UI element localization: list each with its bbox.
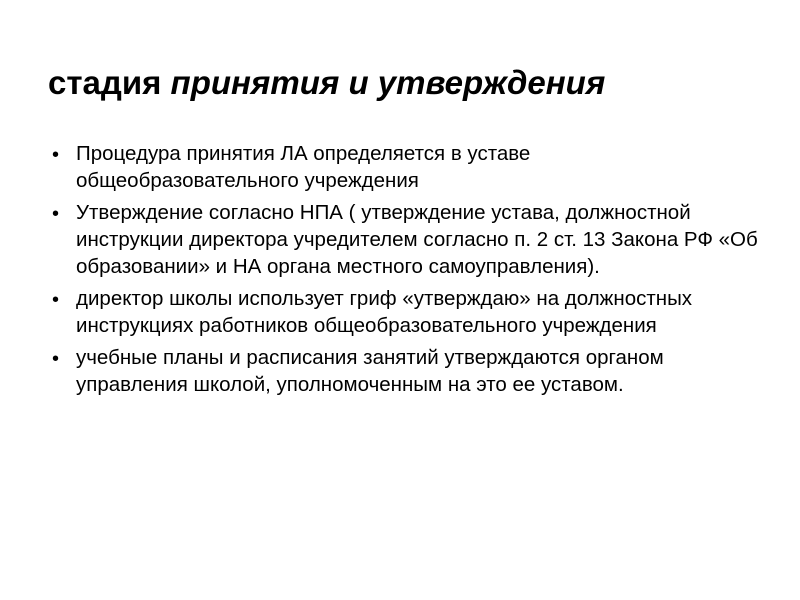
bullet-icon: • (52, 347, 60, 370)
list-item-text: Утверждение согласно НПА ( утверждение устава, должностной инструкции директора учредителем согласно п. 2 ст. 13 Закона РФ «Об образовании» и НА органа местного самоуправления). (76, 201, 758, 279)
bullet-icon: • (52, 143, 60, 166)
title-plain-part: стадия (48, 64, 171, 102)
bullet-list (46, 140, 758, 403)
list-item (46, 285, 758, 339)
title-italic-part: принятия и утверждения (170, 64, 606, 102)
bullet-icon: • (52, 288, 60, 311)
list-item-text: директор школы использует гриф «утверждаю» на должностных инструкциях работников общеобразовательного учреждения (76, 287, 693, 338)
list-item (46, 140, 758, 194)
list-item-text: учебные планы и расписания занятий утверждаются органом управления школой, уполномоченным на это ее уставом. (76, 346, 664, 397)
list-item (46, 199, 758, 280)
list-item-text: Процедура принятия ЛА определяется в уставе общеобразовательного учреждения (76, 142, 531, 193)
page-title (48, 64, 764, 102)
list-item (46, 344, 758, 398)
bullet-icon: • (52, 202, 60, 225)
